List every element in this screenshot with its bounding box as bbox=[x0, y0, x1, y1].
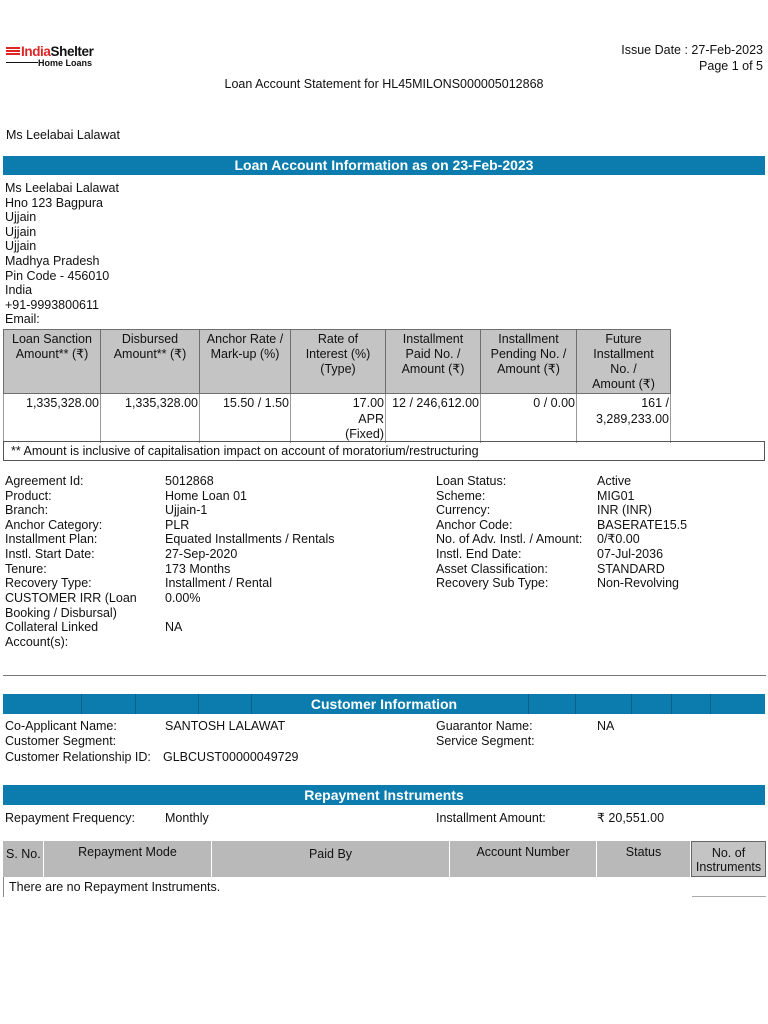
col-header-anchor-rate: Anchor Rate / Mark-up (%) bbox=[200, 330, 291, 394]
recovery-type-value: Installment / Rental bbox=[165, 576, 272, 590]
co-applicant-value: SANTOSH LALAWAT bbox=[165, 719, 286, 733]
instl-end-date-value: 07-Jul-2036 bbox=[597, 547, 664, 561]
service-segment-label: Service Segment: bbox=[436, 734, 535, 748]
address-line: Hno 123 Bagpura bbox=[5, 195, 103, 210]
detail-label: Installment Plan: bbox=[5, 532, 98, 546]
detail-label: Recovery Sub Type: bbox=[436, 576, 549, 590]
collateral-linked-value: NA bbox=[165, 620, 183, 634]
col-header-paid-by: Paid By bbox=[212, 841, 450, 877]
repayment-bar bbox=[3, 785, 765, 805]
detail-label: Anchor Category: bbox=[5, 518, 103, 532]
cell-rate-of-interest: 17.00 APR (Fixed) bbox=[291, 394, 386, 443]
detail-label: CUSTOMER IRR (Loan Booking / Disbursal) bbox=[5, 591, 137, 620]
cell-installment-pending: 0 / 0.00 bbox=[481, 394, 577, 443]
address-line: Ujjain bbox=[5, 239, 37, 254]
table-left-border bbox=[3, 877, 4, 897]
address-line: Ujjain bbox=[5, 210, 37, 225]
issue-date: Issue Date : 27-Feb-2023 bbox=[621, 43, 763, 57]
scheme-value: MIG01 bbox=[597, 489, 635, 503]
col-header-installment-pending: Installment Pending No. / Amount (₹) bbox=[481, 330, 577, 394]
tenure-value: 173 Months bbox=[165, 562, 231, 576]
customer-address bbox=[5, 181, 119, 327]
detail-label: Instl. End Date: bbox=[436, 547, 522, 561]
customer-info-title: Customer Information bbox=[310, 696, 458, 712]
col-header-future-installment: Future Installment No. / Amount (₹) bbox=[577, 330, 671, 394]
bar-grid-line bbox=[671, 694, 672, 714]
relationship-id-value: GLBCUST00000049729 bbox=[163, 750, 299, 764]
detail-label: Instl. Start Date: bbox=[5, 547, 95, 561]
page-number: Page 1 of 5 bbox=[699, 58, 763, 73]
cell-future-installment: 161 / 3,289,233.00 bbox=[577, 394, 671, 443]
address-line: Email: bbox=[5, 312, 40, 327]
detail-label: Scheme: bbox=[436, 489, 486, 503]
customer-info-bar bbox=[3, 694, 765, 714]
bar-grid-line bbox=[135, 694, 136, 714]
cell-disbursed-amount: 1,335,328.00 bbox=[101, 394, 200, 443]
address-line: Pin Code - 456010 bbox=[5, 268, 110, 283]
bar-grid-line bbox=[631, 694, 632, 714]
bar-grid-line bbox=[198, 694, 199, 714]
guarantor-label: Guarantor Name: bbox=[436, 719, 533, 733]
branch-value: Ujjain-1 bbox=[165, 503, 208, 517]
anchor-code-value: BASERATE15.5 bbox=[597, 518, 688, 532]
co-applicant-label: Co-Applicant Name: bbox=[5, 719, 117, 733]
detail-label: Loan Status: bbox=[436, 474, 507, 488]
detail-label: Collateral Linked Account(s): bbox=[5, 620, 99, 649]
installment-amount-label: Installment Amount: bbox=[436, 811, 546, 825]
repayment-frequency-label: Repayment Frequency: bbox=[5, 811, 135, 825]
bar-grid-line bbox=[528, 694, 529, 714]
repayment-title: Repayment Instruments bbox=[304, 787, 464, 803]
product-value: Home Loan 01 bbox=[165, 489, 248, 503]
loan-status-value: Active bbox=[597, 474, 632, 488]
cell-installment-paid: 12 / 246,612.00 bbox=[386, 394, 481, 443]
amount-footnote: ** Amount is inclusive of capitalisation impact on account of moratorium/restructuring bbox=[3, 441, 765, 461]
col-header-no-of-instruments: No. of Instruments bbox=[691, 841, 766, 877]
col-header-sno: S. No. bbox=[3, 841, 44, 877]
salutation: Ms Leelabai Lalawat bbox=[6, 128, 120, 142]
issue-info bbox=[621, 43, 763, 74]
table-header-row bbox=[4, 330, 671, 394]
table-row bbox=[4, 394, 671, 443]
recovery-sub-type-value: Non-Revolving bbox=[597, 576, 679, 590]
installment-plan-value: Equated Installments / Rentals bbox=[165, 532, 335, 546]
bar-grid-line bbox=[251, 694, 252, 714]
address-line: +91-9993800611 bbox=[5, 297, 99, 312]
col-header-status: Status bbox=[597, 841, 691, 877]
section-divider bbox=[3, 675, 766, 676]
relationship-id-label: Customer Relationship ID: bbox=[5, 750, 151, 764]
customer-segment-label: Customer Segment: bbox=[5, 734, 117, 748]
col-header-repayment-mode: Repayment Mode bbox=[44, 841, 212, 877]
col-header-installment-paid: Installment Paid No. / Amount (₹) bbox=[386, 330, 481, 394]
cell-anchor-rate: 15.50 / 1.50 bbox=[200, 394, 291, 443]
table-bottom-edge bbox=[692, 896, 766, 897]
guarantor-value: NA bbox=[597, 719, 615, 733]
address-line: Ujjain bbox=[5, 224, 37, 239]
asset-classification-value: STANDARD bbox=[597, 562, 665, 576]
company-logo bbox=[6, 44, 101, 70]
customer-irr-value: 0.00% bbox=[165, 591, 201, 605]
no-instruments-message: There are no Repayment Instruments. bbox=[9, 880, 221, 894]
bar-grid-line bbox=[81, 694, 82, 714]
currency-value: INR (INR) bbox=[597, 503, 652, 517]
detail-label: Agreement Id: bbox=[5, 474, 84, 488]
detail-label: Currency: bbox=[436, 503, 491, 517]
detail-label: Recovery Type: bbox=[5, 576, 92, 590]
adv-instl-value: 0/₹0.00 bbox=[597, 532, 640, 546]
loan-info-bar bbox=[3, 156, 765, 175]
detail-label: Anchor Code: bbox=[436, 518, 513, 532]
bar-grid-line bbox=[575, 694, 576, 714]
statement-title: Loan Account Statement for HL45MILONS000005012868 bbox=[224, 77, 544, 91]
logo-wordmark: IndiaShelter bbox=[6, 44, 93, 59]
installment-amount-value: ₹ 20,551.00 bbox=[597, 811, 665, 825]
loan-info-title: Loan Account Information as on 23-Feb-2023 bbox=[234, 157, 534, 173]
detail-label: Asset Classification: bbox=[436, 562, 548, 576]
cell-sanction-amount: 1,335,328.00 bbox=[4, 394, 101, 443]
detail-label: No. of Adv. Instl. / Amount: bbox=[436, 532, 583, 546]
detail-label: Branch: bbox=[5, 503, 49, 517]
instl-start-date-value: 27-Sep-2020 bbox=[165, 547, 238, 561]
address-line: Ms Leelabai Lalawat bbox=[5, 181, 119, 195]
loan-summary-table bbox=[3, 329, 671, 443]
logo-rule bbox=[6, 62, 38, 63]
logo-stripes-icon bbox=[6, 47, 20, 56]
address-line: India bbox=[5, 283, 33, 298]
anchor-category-value: PLR bbox=[165, 518, 190, 532]
col-header-account-number: Account Number bbox=[450, 841, 597, 877]
col-header-sanction: Loan Sanction Amount** (₹) bbox=[4, 330, 101, 394]
repayment-frequency-value: Monthly bbox=[165, 811, 209, 825]
agreement-id-value: 5012868 bbox=[165, 474, 214, 488]
address-line: Madhya Pradesh bbox=[5, 253, 100, 268]
logo-subtitle: Home Loans bbox=[38, 58, 93, 68]
detail-label: Product: bbox=[5, 489, 52, 503]
detail-label: Tenure: bbox=[5, 562, 47, 576]
bar-grid-line bbox=[710, 694, 711, 714]
col-header-disbursed: Disbursed Amount** (₹) bbox=[101, 330, 200, 394]
col-header-rate-of-interest: Rate of Interest (%) (Type) bbox=[291, 330, 386, 394]
